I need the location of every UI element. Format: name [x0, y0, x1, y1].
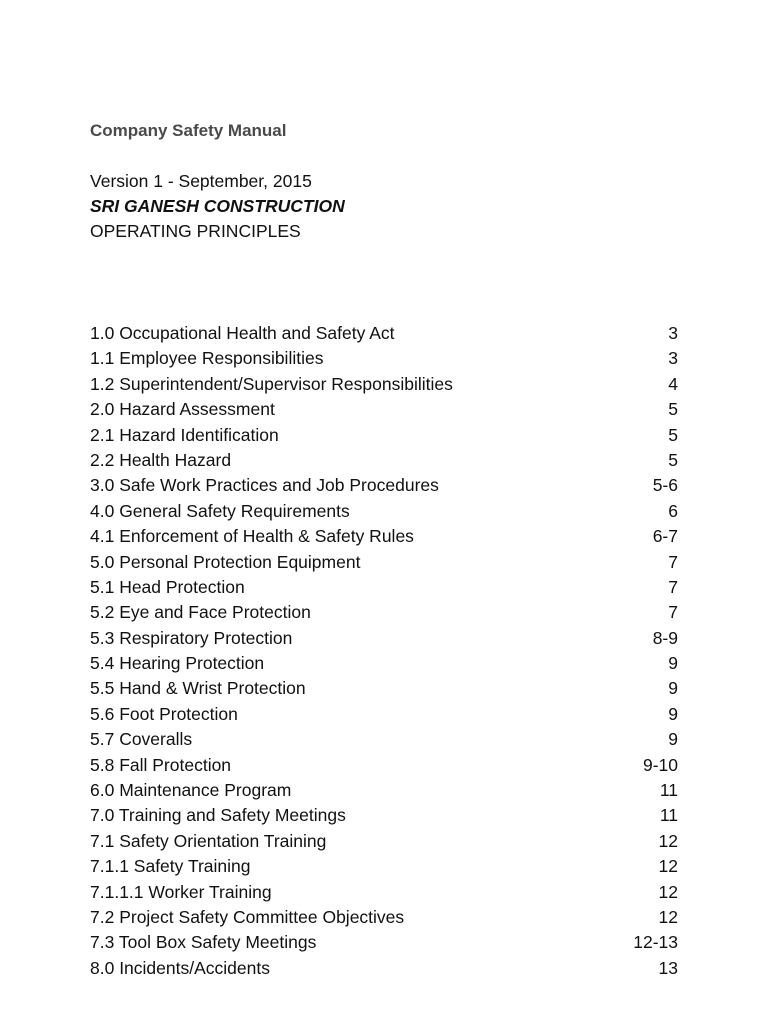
toc-entry [90, 778, 678, 803]
toc-entry-title: 8.0 Incidents/Accidents [90, 957, 270, 978]
toc-entry-page: 4 [668, 373, 678, 394]
toc-entry-title: 5.1 Head Protection [90, 576, 245, 597]
toc-entry-page: 5-6 [652, 475, 678, 496]
toc-entry [90, 600, 678, 625]
toc-entry-title: 7.1.1.1 Worker Training [90, 881, 272, 902]
toc-entry-page: 9 [668, 653, 678, 674]
toc-entry [90, 829, 678, 854]
toc-entry-title: 5.3 Respiratory Protection [90, 627, 293, 648]
toc-entry [90, 880, 678, 905]
toc-entry-title: 5.4 Hearing Protection [90, 653, 265, 674]
toc-entry-title: 1.2 Superintendent/Supervisor Responsibilities [90, 373, 453, 394]
toc-entry-page: 7 [668, 576, 678, 597]
toc-entry [90, 499, 678, 524]
toc-entry-title: 5.7 Coveralls [90, 729, 193, 750]
toc-entry-page: 13 [658, 957, 678, 978]
table-of-contents [90, 321, 678, 981]
toc-entry-page: 11 [659, 780, 678, 801]
toc-entry-page: 9 [668, 678, 678, 699]
toc-entry-title: 2.0 Hazard Assessment [90, 399, 275, 420]
toc-entry-page: 12 [658, 881, 678, 902]
toc-entry [90, 550, 678, 575]
toc-entry-page: 9 [668, 729, 678, 750]
toc-entry [90, 448, 678, 473]
toc-entry-title: 7.3 Tool Box Safety Meetings [90, 932, 317, 953]
toc-entry-title: 7.1 Safety Orientation Training [90, 830, 327, 851]
document-subtitle: OPERATING PRINCIPLES [90, 221, 301, 241]
toc-entry-page: 7 [668, 602, 678, 623]
toc-entry [90, 854, 678, 879]
toc-entry-page: 12 [658, 906, 678, 927]
toc-entry [90, 753, 678, 778]
version-line: Version 1 - September, 2015 [90, 171, 312, 191]
toc-entry-page: 6-7 [652, 526, 678, 547]
toc-entry [90, 626, 678, 651]
toc-entry [90, 905, 678, 930]
toc-entry-title: 1.1 Employee Responsibilities [90, 348, 324, 369]
toc-entry-title: 5.5 Hand & Wrist Protection [90, 678, 306, 699]
toc-entry [90, 423, 678, 448]
toc-entry-title: 7.1.1 Safety Training [90, 856, 251, 877]
toc-entry-title: 5.6 Foot Protection [90, 703, 238, 724]
toc-entry-page: 5 [668, 399, 678, 420]
toc-entry-page: 5 [668, 449, 678, 470]
toc-entry-page: 9 [668, 703, 678, 724]
toc-entry-page: 8-9 [652, 627, 678, 648]
toc-entry-page: 12 [658, 856, 678, 877]
toc-entry-page: 9-10 [642, 754, 678, 775]
toc-entry-title: 2.1 Hazard Identification [90, 424, 279, 445]
toc-entry [90, 803, 678, 828]
toc-entry [90, 930, 678, 955]
toc-entry-title: 7.2 Project Safety Committee Objectives [90, 906, 405, 927]
toc-entry-page: 6 [668, 500, 678, 521]
toc-entry-title: 5.0 Personal Protection Equipment [90, 551, 361, 572]
document-header [90, 119, 690, 244]
toc-entry [90, 473, 678, 498]
toc-entry-page: 5 [668, 424, 678, 445]
toc-entry-title: 5.2 Eye and Face Protection [90, 602, 311, 623]
toc-entry-page: 11 [659, 805, 678, 826]
toc-entry [90, 575, 678, 600]
toc-entry-title: 4.0 General Safety Requirements [90, 500, 350, 521]
toc-entry [90, 397, 678, 422]
toc-entry [90, 956, 678, 981]
toc-entry-title: 4.1 Enforcement of Health & Safety Rules [90, 526, 414, 547]
toc-entry [90, 727, 678, 752]
toc-entry-title: 1.0 Occupational Health and Safety Act [90, 323, 395, 343]
toc-entry [90, 702, 678, 727]
toc-entry-title: 5.8 Fall Protection [90, 754, 232, 775]
toc-entry [90, 372, 678, 397]
toc-entry [90, 676, 678, 701]
company-name: SRI GANESH CONSTRUCTION [90, 196, 345, 216]
toc-entry [90, 346, 678, 371]
toc-entry-page: 3 [668, 323, 678, 343]
toc-entry-title: 6.0 Maintenance Program [90, 780, 292, 801]
toc-entry [90, 321, 678, 346]
toc-entry [90, 524, 678, 549]
toc-entry-page: 3 [668, 348, 678, 369]
toc-entry-title: 7.0 Training and Safety Meetings [90, 805, 346, 826]
toc-entry-title: 3.0 Safe Work Practices and Job Procedures [90, 475, 439, 496]
toc-entry-page: 12 [658, 830, 678, 851]
toc-entry-page: 12-13 [633, 932, 678, 953]
toc-entry-page: 7 [668, 551, 678, 572]
toc-entry-title: 2.2 Health Hazard [90, 449, 232, 470]
manual-title: Company Safety Manual [90, 121, 287, 140]
toc-entry [90, 651, 678, 676]
